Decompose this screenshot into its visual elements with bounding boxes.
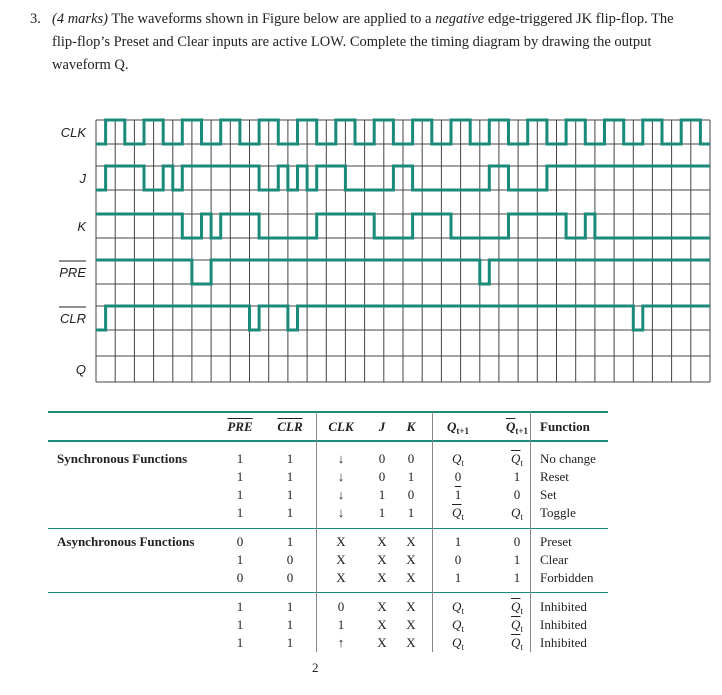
table-cell-text: 1 xyxy=(454,570,462,585)
q-subscript: t xyxy=(520,642,523,652)
table-cell xyxy=(338,635,345,651)
q-subscript: t xyxy=(520,512,523,522)
table-cell xyxy=(514,534,521,550)
table-cell-text: 0 xyxy=(407,451,415,466)
table-header-text: $\overline{PRE}$ xyxy=(227,419,253,434)
table-section-label: Asynchronous Functions xyxy=(57,534,195,549)
table-cell-text: 0 xyxy=(236,534,244,549)
table-cell-text: Preset xyxy=(540,534,572,549)
table-cell-text: Inhibited xyxy=(540,617,587,632)
table-vsep-clk xyxy=(316,412,317,652)
table-cell-text: Toggle xyxy=(540,505,576,520)
signal-label-clr: CLR xyxy=(59,311,86,326)
table-cell xyxy=(540,552,568,568)
question-number: 3. xyxy=(30,11,41,27)
table-cell xyxy=(237,451,244,467)
table-cell xyxy=(379,451,386,467)
table-vsep-function xyxy=(530,412,531,652)
table-cell-text: 1 xyxy=(286,599,294,614)
table-cell xyxy=(540,570,593,586)
table-header-text: CLK xyxy=(328,419,354,434)
table-cell xyxy=(455,570,462,586)
table-cell-text: X xyxy=(406,534,416,549)
table-cell xyxy=(452,505,464,522)
table-cell xyxy=(287,617,294,633)
table-cell-text: 1 xyxy=(236,617,244,632)
table-cell-text: Inhibited xyxy=(540,599,587,614)
table-cell xyxy=(287,635,294,651)
table-cell-text: 1 xyxy=(407,469,415,484)
table-cell xyxy=(408,487,415,503)
table-cell xyxy=(514,469,521,485)
table-cell-text: 1 xyxy=(286,451,294,466)
table-cell-text: $\overline{Q}$ xyxy=(511,635,521,650)
table-header-6 xyxy=(506,419,528,436)
table-cell-text: X xyxy=(406,599,416,614)
q-subscript: t xyxy=(520,458,523,468)
table-cell xyxy=(540,469,569,485)
table-cell-text: ↓ xyxy=(337,469,345,484)
signal-label-pre: PRE xyxy=(59,265,86,280)
table-cell xyxy=(406,534,415,550)
table-cell xyxy=(406,617,415,633)
table-cell xyxy=(452,635,464,652)
table-cell xyxy=(540,505,576,521)
table-cell-text: X xyxy=(336,534,346,549)
signal-label-k: K xyxy=(77,219,86,234)
table-cell xyxy=(336,570,345,586)
table-cell-text: 1 xyxy=(236,451,244,466)
signal-label-q: Q xyxy=(75,362,86,377)
page-number: 2 xyxy=(312,660,319,675)
table-cell-text: Clear xyxy=(540,552,569,567)
table-cell-text: 1 xyxy=(337,617,345,632)
table-cell-text: X xyxy=(336,570,346,585)
table-cell xyxy=(514,552,521,568)
table-cell xyxy=(511,451,523,468)
table-cell xyxy=(406,552,415,568)
table-header-subscript: t+1 xyxy=(515,426,529,436)
table-cell xyxy=(408,505,415,521)
table-cell-text: 1 xyxy=(236,487,244,502)
table-cell-text: Q xyxy=(452,635,462,650)
table-cell-text: 0 xyxy=(513,534,521,549)
table-cell xyxy=(452,451,464,468)
table-cell xyxy=(377,617,386,633)
table-cell-text: 1 xyxy=(286,534,294,549)
table-cell-text: 0 xyxy=(236,570,244,585)
table-cell xyxy=(455,552,462,568)
table-cell-text: ↑ xyxy=(337,635,345,650)
table-cell-text: Q xyxy=(452,599,462,614)
table-cell-text: 1 xyxy=(513,570,521,585)
table-header-text: Q xyxy=(446,419,457,434)
table-cell xyxy=(287,505,294,521)
table-cell xyxy=(287,552,294,568)
question-marks: (4 marks) xyxy=(52,11,108,27)
signal-label-j: J xyxy=(79,171,86,186)
table-cell xyxy=(338,617,345,633)
table-cell-text: 1 xyxy=(286,487,294,502)
table-cell xyxy=(511,505,523,522)
table-header-text: $\overline{CLR}$ xyxy=(277,419,303,434)
table-cell-text: X xyxy=(336,552,346,567)
table-cell xyxy=(452,617,464,634)
table-cell xyxy=(287,534,294,550)
table-cell-text: 0 xyxy=(454,552,462,567)
table-cell xyxy=(287,451,294,467)
table-header-text: $\overline{Q}$ xyxy=(505,419,516,434)
table-cell-text: 0 xyxy=(454,469,462,484)
table-cell xyxy=(511,635,523,652)
question-text-negative: negative xyxy=(435,11,485,27)
table-cell xyxy=(406,570,415,586)
table-cell-text: Q xyxy=(511,505,521,520)
table-cell-text: No change xyxy=(540,451,596,466)
table-cell-text: X xyxy=(377,552,387,567)
table-header-3 xyxy=(379,419,386,435)
table-header-4 xyxy=(407,419,416,435)
table-cell-text: $\overline{Q}$ xyxy=(511,599,521,614)
table-cell-text: 1 xyxy=(513,469,521,484)
table-vsep-k xyxy=(432,412,433,652)
table-header-0 xyxy=(227,419,252,435)
q-subscript: t xyxy=(461,606,464,616)
q-subscript: t xyxy=(461,458,464,468)
table-cell-text: 1 xyxy=(286,635,294,650)
table-cell xyxy=(287,570,294,586)
table-cell xyxy=(455,469,462,485)
table-cell-text: 0 xyxy=(286,570,294,585)
table-cell-text: 1 xyxy=(378,505,386,520)
table-cell-text: X xyxy=(406,552,416,567)
table-cell xyxy=(338,469,345,485)
table-cell-text: X xyxy=(406,635,416,650)
table-cell xyxy=(377,534,386,550)
q-subscript: t xyxy=(520,624,523,634)
table-cell xyxy=(237,599,244,615)
table-header-text: K xyxy=(406,419,416,434)
table-header-rule xyxy=(48,440,608,442)
table-cell-text: Forbidden xyxy=(540,570,594,585)
table-cell-text: X xyxy=(377,635,387,650)
table-cell xyxy=(377,599,386,615)
table-cell xyxy=(338,451,345,467)
table-cell xyxy=(237,487,244,503)
table-cell-text: 0 xyxy=(378,469,386,484)
table-header-2 xyxy=(328,419,353,435)
table-section-label: Synchronous Functions xyxy=(57,451,188,466)
table-cell-text: 1 xyxy=(286,505,294,520)
table-cell xyxy=(514,487,521,503)
table-cell xyxy=(408,451,415,467)
table-cell-text: Inhibited xyxy=(540,635,587,650)
table-section-rule xyxy=(48,528,608,529)
table-cell xyxy=(379,505,386,521)
table-cell xyxy=(540,599,587,615)
table-header-1 xyxy=(277,419,302,435)
table-cell-text: 0 xyxy=(378,451,386,466)
table-cell-text: 1 xyxy=(286,617,294,632)
table-cell xyxy=(540,451,596,467)
table-cell xyxy=(540,487,557,503)
table-header-text: J xyxy=(378,419,386,434)
table-cell xyxy=(511,599,523,616)
table-cell xyxy=(455,487,462,503)
table-cell xyxy=(406,635,415,651)
table-cell-text: 0 xyxy=(513,487,521,502)
table-cell xyxy=(452,599,464,616)
table-header-subscript: t+1 xyxy=(456,426,470,436)
table-cell-text: 1 xyxy=(513,552,521,567)
table-cell-text: $\overline{Q}$ xyxy=(511,617,521,632)
table-cell-text: 1 xyxy=(236,599,244,614)
q-subscript: t xyxy=(461,624,464,634)
table-cell-text: 1 xyxy=(454,534,462,549)
signal-label-clk: CLK xyxy=(60,125,86,140)
table-cell-text: Q xyxy=(452,451,462,466)
table-cell-text: $\overline{Q}$ xyxy=(452,505,462,520)
table-cell-text: 0 xyxy=(407,487,415,502)
table-cell xyxy=(336,534,345,550)
table-cell-text: 1 xyxy=(236,552,244,567)
table-cell-text: X xyxy=(377,617,387,632)
table-cell-text: Reset xyxy=(540,469,569,484)
table-top-rule xyxy=(48,411,608,413)
table-cell xyxy=(408,469,415,485)
question-text-a: The waveforms shown in Figure below are applied to a xyxy=(107,11,436,27)
table-cell-text: 1 xyxy=(454,487,462,502)
q-subscript: t xyxy=(520,606,523,616)
table-cell-text: 1 xyxy=(407,505,415,520)
table-cell xyxy=(237,617,244,633)
table-cell xyxy=(336,552,345,568)
table-cell xyxy=(377,552,386,568)
table-cell xyxy=(514,570,521,586)
table-cell-text: X xyxy=(377,534,387,549)
table-section-rule xyxy=(48,592,608,593)
table-cell xyxy=(540,635,587,651)
table-cell xyxy=(377,570,386,586)
table-header-text: Function xyxy=(540,419,590,434)
table-cell-text: ↓ xyxy=(337,505,345,520)
table-cell xyxy=(237,534,244,550)
table-cell xyxy=(406,599,415,615)
table-cell-text: ↓ xyxy=(337,487,345,502)
table-cell-text: ↓ xyxy=(337,451,345,466)
table-cell-text: 0 xyxy=(286,552,294,567)
table-cell-text: X xyxy=(377,570,387,585)
table-header-5 xyxy=(447,419,469,436)
table-cell xyxy=(338,505,345,521)
table-cell-text: Q xyxy=(452,617,462,632)
table-cell xyxy=(287,469,294,485)
q-subscript: t xyxy=(461,642,464,652)
table-cell-text: 1 xyxy=(236,505,244,520)
table-header-7 xyxy=(540,419,590,435)
table-cell xyxy=(379,469,386,485)
q-subscript: t xyxy=(461,512,464,522)
table-cell-text: 1 xyxy=(236,635,244,650)
table-cell-text: Set xyxy=(540,487,557,502)
table-cell-text: 0 xyxy=(337,599,345,614)
table-cell xyxy=(511,617,523,634)
table-cell xyxy=(540,534,572,550)
table-cell-text: X xyxy=(406,617,416,632)
table-cell xyxy=(455,534,462,550)
question-text-c: edge-triggered JK flip-flop. The flip-flop’s Preset and Clear inputs are active LOW. Complete the timing diagram by drawing the output waveform Q. xyxy=(52,11,674,73)
table-cell xyxy=(379,487,386,503)
table-cell xyxy=(540,617,587,633)
table-cell xyxy=(237,469,244,485)
table-cell xyxy=(377,635,386,651)
table-cell xyxy=(237,570,244,586)
table-cell xyxy=(338,599,345,615)
table-cell-text: 1 xyxy=(236,469,244,484)
table-cell xyxy=(237,552,244,568)
table-cell xyxy=(237,505,244,521)
table-cell-text: X xyxy=(377,599,387,614)
table-cell-text: 1 xyxy=(286,469,294,484)
table-cell-text: 1 xyxy=(378,487,386,502)
table-cell xyxy=(338,487,345,503)
table-cell xyxy=(287,599,294,615)
table-cell xyxy=(237,635,244,651)
table-cell-text: $\overline{Q}$ xyxy=(511,451,521,466)
table-cell xyxy=(287,487,294,503)
table-cell-text: X xyxy=(406,570,416,585)
